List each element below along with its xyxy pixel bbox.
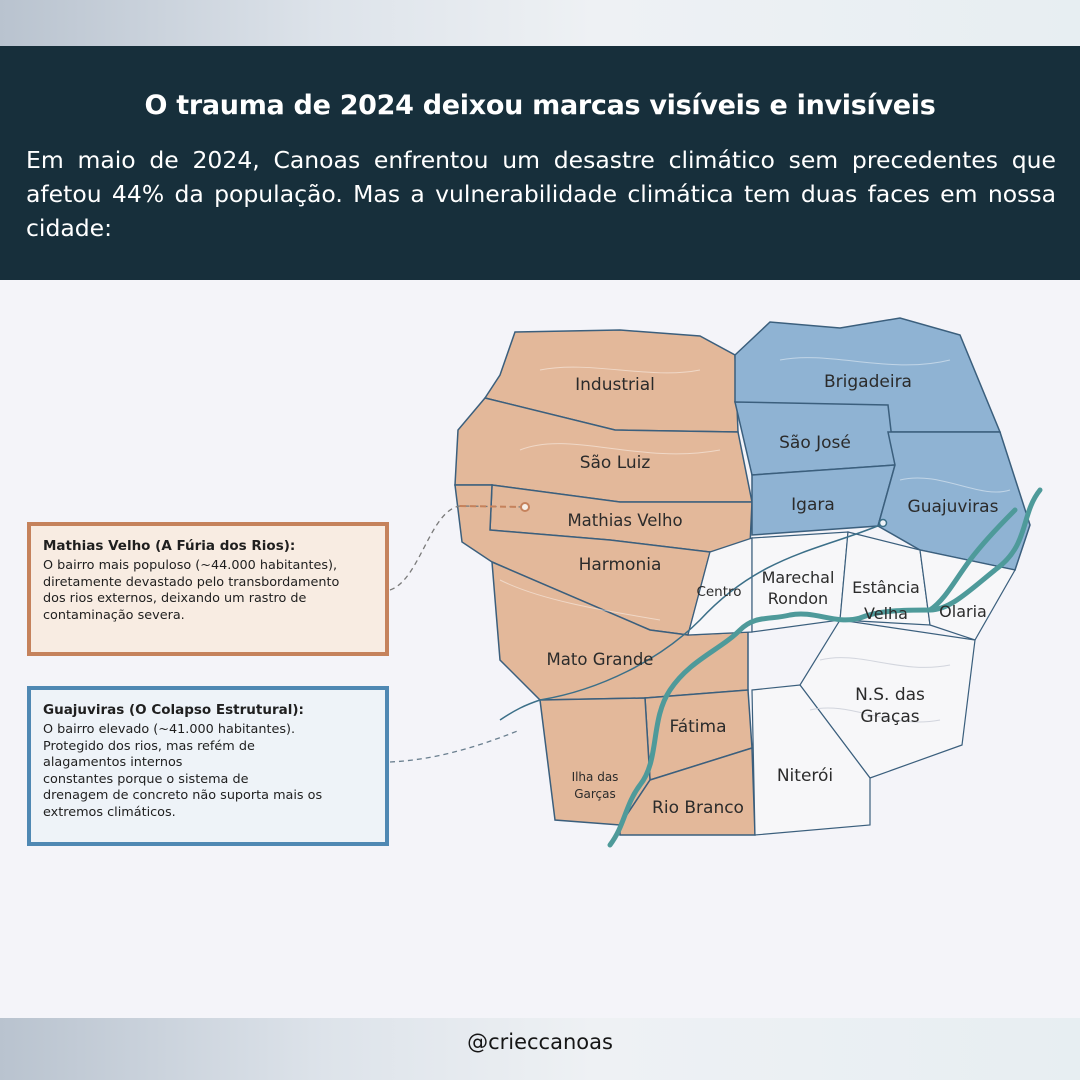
label-mathias-velho: Mathias Velho [567, 511, 683, 530]
callout-guajuviras [27, 686, 389, 846]
label-niteroi: Niterói [776, 766, 834, 786]
label-guajuviras: Guajuviras [907, 497, 999, 517]
label-estancia-velha-line2: Velha [864, 604, 908, 623]
label-marechal-rondon-line2: Rondon [767, 589, 829, 608]
label-olaria: Olaria [939, 602, 987, 621]
callout-mathias-title: Mathias Velho (A Fúria dos Rios): [43, 538, 296, 554]
callout-guajuviras-body: O bairro elevado (~41.000 habitantes). Protegido dos rios, mas refém de alagamentos internos constantes porque o sistema de drenagem de concreto não suporta mais os extremos climáticos. [43, 722, 323, 820]
page-subtitle: Em maio de 2024, Canoas enfrentou um desastre climático sem precedentes que afetou 44% da população. Mas a vulnerabilidade climática tem duas faces em nossa cidade: [26, 146, 1056, 242]
label-sao-luiz: São Luiz [579, 453, 651, 473]
label-ilha-das-garcas-line1: Ilha das [571, 770, 619, 784]
label-igara: Igara [791, 495, 835, 515]
label-rio-branco: Rio Branco [652, 798, 744, 818]
label-marechal-rondon-line1: Marechal [761, 568, 835, 587]
label-brigadeira: Brigadeira [824, 372, 912, 392]
marker-mathias [521, 503, 529, 511]
label-centro: Centro [696, 584, 742, 600]
callout-guajuviras-title: Guajuviras (O Colapso Estrutural): [43, 702, 304, 718]
marker-guajuviras [880, 520, 887, 527]
label-ilha-das-garcas-line2: Garças [574, 787, 616, 801]
callout-mathias-body: O bairro mais populoso (~44.000 habitantes), diretamente devastado pelo transbordamento dos rios externos, deixando um rastro de contaminação severa. [43, 558, 340, 623]
label-fatima: Fátima [669, 717, 727, 737]
connector-guajuviras [390, 730, 520, 762]
top-background-strip [0, 0, 1080, 46]
header-banner [0, 46, 1080, 280]
label-ns-gracas-line1: N.S. das [855, 685, 925, 705]
callout-mathias-velho [27, 522, 389, 656]
label-estancia-velha-line1: Estância [852, 578, 920, 597]
map-section [0, 280, 1080, 1018]
label-mato-grande: Mato Grande [546, 650, 654, 669]
label-sao-jose: São José [779, 433, 851, 453]
social-handle: @crieccanoas [467, 1030, 613, 1054]
label-harmonia: Harmonia [578, 555, 662, 575]
page-title: O trauma de 2024 deixou marcas visíveis e invisíveis [144, 90, 936, 121]
label-industrial: Industrial [575, 375, 655, 395]
label-ns-gracas-line2: Graças [860, 707, 920, 727]
